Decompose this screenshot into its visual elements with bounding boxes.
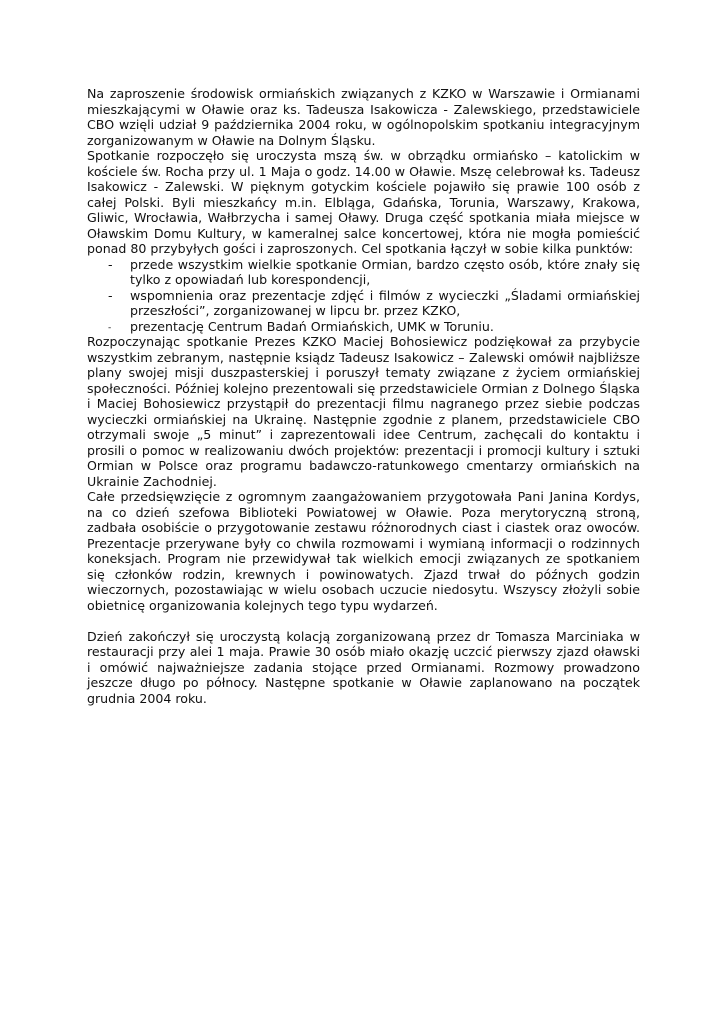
paragraph-spacer (87, 613, 640, 629)
list-item-text: prezentację Centrum Badań Ormiańskich, UMK w Toruniu. (130, 318, 494, 334)
list-item-text: wspomnienia oraz prezentacje zdjęć i filmów z wycieczki „Śladami ormiańskiej przeszłości”, zorganizowanej w lipcu br. przez KZKO, (130, 287, 640, 318)
list-item (87, 319, 640, 335)
list-item (87, 257, 640, 288)
paragraph-invitation: Na zaproszenie środowisk ormiańskich związanych z KZKO w Warszawie i Ormianami mieszkającymi w Oławie oraz ks. Tadeusza Isakowicza - Zalewskiego, przedstawiciele CBO wzięli udział 9 października 2004 roku, w ogólnopolskim spotkaniu integracyjnym zorganizowanym w Oławie na Dolnym Śląsku. (87, 86, 640, 148)
list-item-text: przede wszystkim wielkie spotkanie Ormian, bardzo często osób, które znały się tylko z opowiadań lub korespondencji, (130, 256, 640, 287)
paragraph-mass: Spotkanie rozpoczęło się uroczysta mszą św. w obrządku ormiańsko – katolickim w kościele św. Rocha przy ul. 1 Maja o godz. 14.00 w Oławie. Mszę celebrował ks. Tadeusz Isakowicz - Zalewski. W pięknym gotyckim kościele pojawiło się prawie 100 osób z całej Polski. Byli mieszkańcy m.in. Elbląga, Gdańska, Torunia, Warszawy, Krakowa, Gliwic, Wrocławia, Wałbrzycha i samej Oławy. Druga część spotkania miała miejsce w Oławskim Domu Kultury, w kameralnej salce koncertowej, która nie mogła pomieścić ponad 80 przybyłych gości i zaproszonych. Cel spotkania łączył w sobie kilka punktów: (87, 148, 640, 256)
list-item (87, 288, 640, 319)
paragraph-presentations: Rozpoczynając spotkanie Prezes KZKO Maciej Bohosiewicz podziękował za przybycie wszystkim zebranym, następnie ksiądz Tadeusz Isakowicz – Zalewski omówił najbliższe plany swojej misji duszpasterskiej i poruszył tematy związane z życiem ormiańskiej społeczności. Później kolejno prezentowali się przedstawiciele Ormian z Dolnego Śląska i Maciej Bohosiewicz przystąpił do prezentacji filmu nagranego przez siebie podczas wycieczki ormiańskiej na Ukrainę. Następnie zgodnie z planem, przedstawiciele CBO otrzymali swoje „5 minut” i zaprezentowali idee Centrum, zachęcali do kontaktu i prosili o pomoc w realizowaniu dwóch projektów: prezentacji i promocji kultury i sztuki Ormian w Polsce oraz programu badawczo-ratunkowego cmentarzy ormiańskich na Ukrainie Zachodniej. (87, 334, 640, 489)
list-bullet: - (108, 287, 113, 303)
list-bullet: - (108, 322, 112, 333)
meeting-goals-list (87, 257, 640, 335)
document-body (87, 86, 640, 706)
paragraph-closing: Dzień zakończył się uroczystą kolacją zorganizowaną przez dr Tomasza Marciniaka w restauracji przy alei 1 maja. Prawie 30 osób miało okazję uczcić pierwszy zjazd oławski i omówić najważniejsze zadania stojące przed Ormianami. Rozmowy prowadzono jeszcze długo po północy. Następne spotkanie w Oławie zaplanowano na początek grudnia 2004 roku. (87, 628, 640, 706)
list-bullet: - (108, 256, 113, 272)
paragraph-organization: Całe przedsięwzięcie z ogromnym zaangażowaniem przygotowała Pani Janina Kordys, na co dzień szefowa Biblioteki Powiatowej w Oławie. Poza merytoryczną stroną, zadbała osobiście o przygotowanie zestawu różnorodnych ciast i ciastek oraz owoców. Prezentacje przerywane były co chwila rozmowami i wymianą informacji o rodzinnych koneksjach. Program nie przewidywał tak wielkich emocji związanych ze spotkaniem się członków rodzin, krewnych i powinowatych. Zjazd trwał do późnych godzin wieczornych, pozostawiając w wielu osobach uczucie niedosytu. Wszyscy złożyli sobie obietnicę organizowania kolejnych tego typu wydarzeń. (87, 489, 640, 613)
